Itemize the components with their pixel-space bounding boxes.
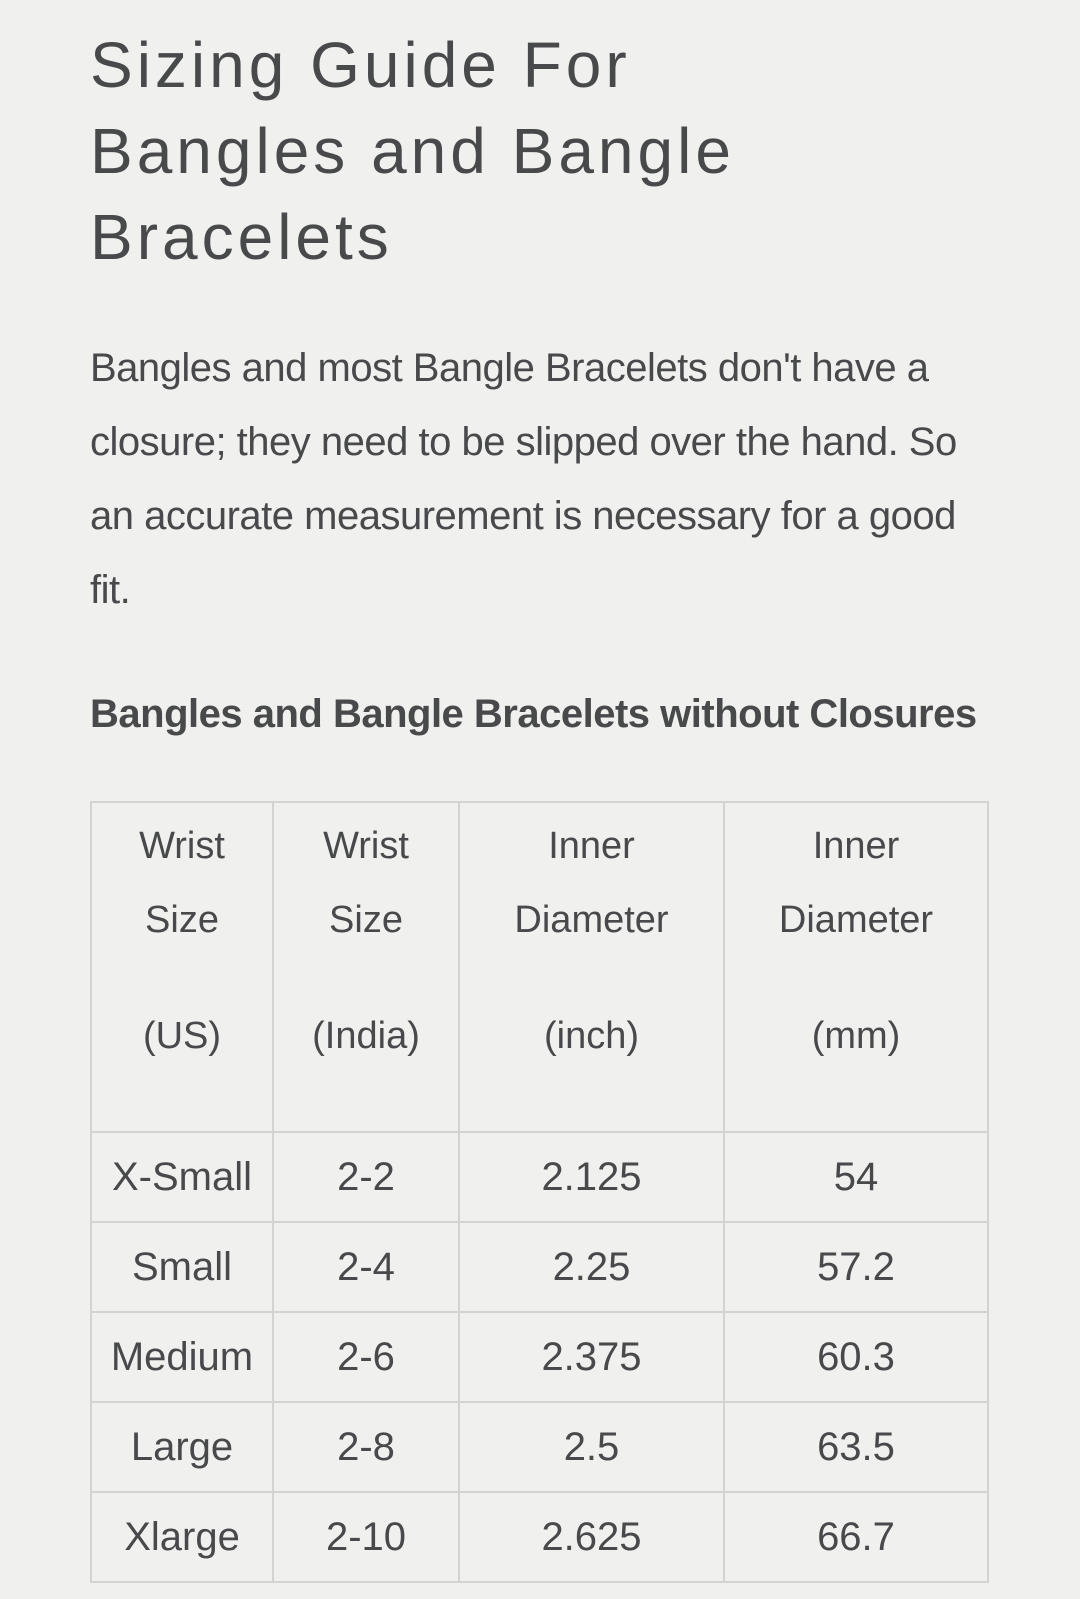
page-title-line: Bracelets — [90, 201, 393, 273]
header-label-line: Inner — [548, 825, 635, 867]
header-label-line: Diameter — [514, 899, 669, 941]
cell-wrist-size-us: X-Small — [91, 1132, 273, 1222]
header-unit: (US) — [142, 1015, 222, 1057]
cell-inner-diameter-inch: 2.125 — [459, 1132, 724, 1222]
cell-inner-diameter-inch: 2.625 — [459, 1492, 724, 1582]
column-header-wrist-size-us — [91, 802, 273, 1132]
header-label-line: Size — [329, 899, 403, 941]
cell-wrist-size-india: 2-4 — [273, 1222, 459, 1312]
cell-inner-diameter-mm: 66.7 — [724, 1492, 988, 1582]
cell-wrist-size-india: 2-2 — [273, 1132, 459, 1222]
intro-line: fit. — [90, 568, 131, 612]
cell-wrist-size-us: Large — [91, 1402, 273, 1492]
header-unit: (India) — [312, 1015, 420, 1057]
header-label-line: Size — [145, 899, 219, 941]
table-row — [91, 1312, 988, 1402]
cell-wrist-size-india: 2-6 — [273, 1312, 459, 1402]
header-label-line: Diameter — [778, 899, 934, 941]
cell-wrist-size-india: 2-8 — [273, 1402, 459, 1492]
page-title — [90, 0, 990, 280]
table-row — [91, 1492, 988, 1582]
table-header-row — [91, 802, 988, 1132]
cell-inner-diameter-inch: 2.375 — [459, 1312, 724, 1402]
table-row — [91, 1222, 988, 1312]
cell-inner-diameter-mm: 60.3 — [724, 1312, 988, 1402]
sizing-table — [90, 801, 989, 1583]
cell-wrist-size-us: Medium — [91, 1312, 273, 1402]
cell-inner-diameter-mm: 57.2 — [724, 1222, 988, 1312]
intro-line: an accurate measurement is necessary for a good — [90, 494, 956, 538]
header-unit: (inch) — [543, 1015, 640, 1057]
header-label-line: Inner — [812, 825, 900, 867]
cell-inner-diameter-mm: 54 — [724, 1132, 988, 1222]
table-title: Bangles and Bangle Bracelets without Closures — [90, 692, 977, 736]
intro-paragraph — [90, 331, 990, 627]
table-row — [91, 1132, 988, 1222]
intro-line: closure; they need to be slipped over the hand. So — [90, 420, 957, 464]
cell-inner-diameter-mm: 63.5 — [724, 1402, 988, 1492]
header-label-line: Wrist — [323, 825, 409, 867]
cell-inner-diameter-inch: 2.25 — [459, 1222, 724, 1312]
column-header-wrist-size-india — [273, 802, 459, 1132]
page-title-line: Bangles and Bangle — [90, 115, 735, 187]
header-unit: (mm) — [811, 1015, 901, 1057]
column-header-inner-diameter-inch — [459, 802, 724, 1132]
page-title-line: Sizing Guide For — [90, 29, 631, 101]
cell-wrist-size-us: Small — [91, 1222, 273, 1312]
cell-wrist-size-us: Xlarge — [91, 1492, 273, 1582]
intro-line: Bangles and most Bangle Bracelets don't have a — [90, 346, 929, 390]
table-row — [91, 1402, 988, 1492]
cell-wrist-size-india: 2-10 — [273, 1492, 459, 1582]
column-header-inner-diameter-mm — [724, 802, 988, 1132]
header-label-line: Wrist — [139, 825, 225, 867]
cell-inner-diameter-inch: 2.5 — [459, 1402, 724, 1492]
